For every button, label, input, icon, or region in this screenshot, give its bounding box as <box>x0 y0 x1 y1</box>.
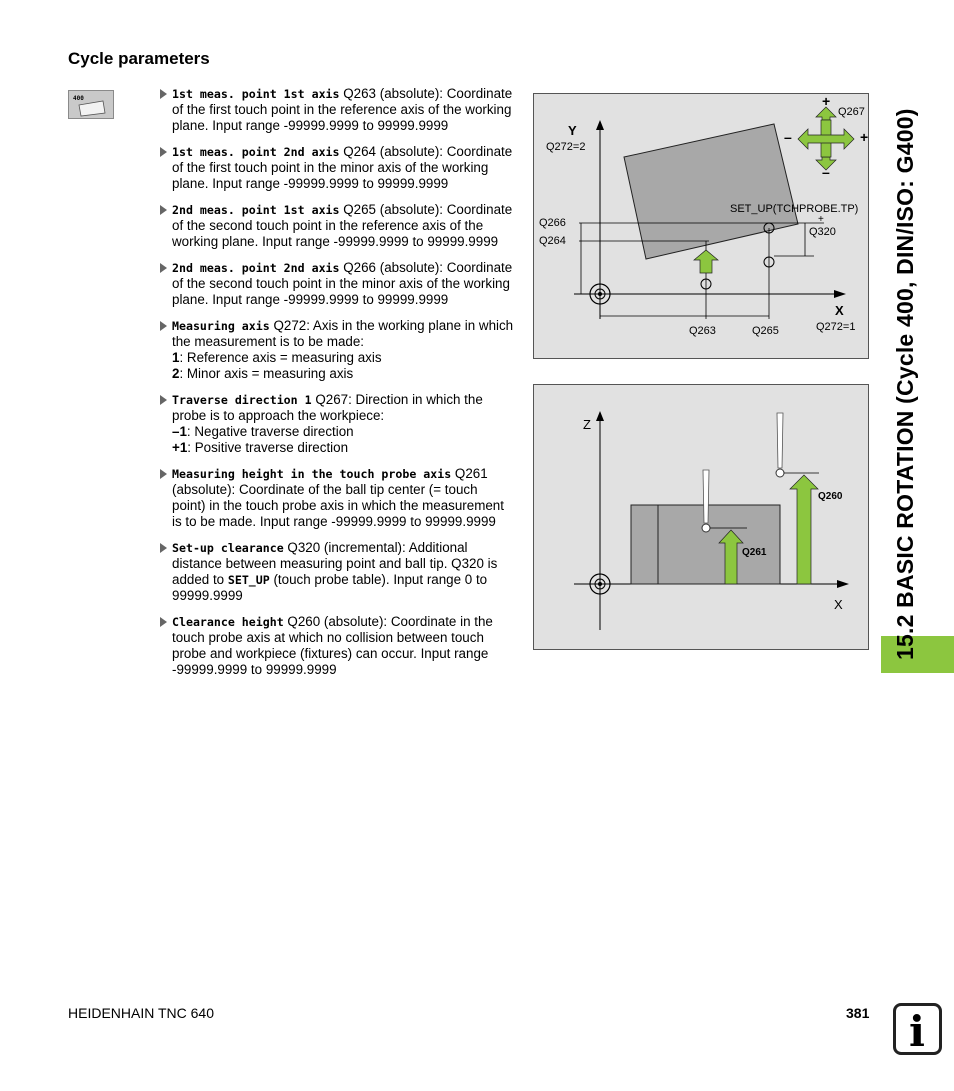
bullet-triangle-icon <box>160 89 167 99</box>
tilted-workpiece <box>624 124 798 259</box>
info-icon <box>893 1003 942 1055</box>
option-text: : Reference axis = measuring axis <box>179 350 382 365</box>
chapter-title: 15.2 BASIC ROTATION (Cycle 400, DIN/ISO: G400) <box>892 108 918 660</box>
bullet-triangle-icon <box>160 205 167 215</box>
probe-axis-figure <box>533 384 869 650</box>
svg-text:Q272=1: Q272=1 <box>816 321 856 333</box>
svg-text:Y: Y <box>568 123 577 138</box>
param-name: 1st meas. point 2nd axis <box>172 145 340 159</box>
param-item <box>158 318 514 382</box>
bullet-triangle-icon <box>160 263 167 273</box>
param-description: Q261 (absolute): Coordinate of the ball tip center (= touch point) in the touch probe axis in which the measurement is to be made. Input range -99999.9999 to 99999.9999 <box>172 466 504 529</box>
param-name: 2nd meas. point 2nd axis <box>172 261 340 275</box>
section-title: Cycle parameters <box>68 49 210 68</box>
param-inline-code: SET_UP <box>227 573 270 587</box>
param-name: Traverse direction 1 <box>172 393 312 407</box>
bullet-triangle-icon <box>160 543 167 553</box>
q260-arrow <box>790 475 818 584</box>
option-key: –1 <box>172 424 187 439</box>
svg-text:+: + <box>860 129 868 145</box>
page-number: 381 <box>846 1005 870 1021</box>
param-item <box>158 86 514 134</box>
cycle-400-softkey-icon <box>68 90 114 119</box>
parameter-list <box>158 86 514 688</box>
param-option <box>172 424 514 440</box>
param-item <box>158 614 514 678</box>
softkey-label: 400 <box>73 95 84 102</box>
x-axis-arrow <box>834 290 846 298</box>
param-item <box>158 144 514 192</box>
param-name: Set-up clearance <box>172 541 284 555</box>
svg-text:Q264: Q264 <box>539 235 566 247</box>
svg-text:SET_UP(TCHPROBE.TP): SET_UP(TCHPROBE.TP) <box>730 203 859 215</box>
param-option <box>172 440 514 456</box>
param-name: Measuring axis <box>172 319 270 333</box>
option-key: 1 <box>172 350 180 365</box>
svg-text:Q260: Q260 <box>818 491 843 502</box>
param-name: 2nd meas. point 1st axis <box>172 203 340 217</box>
param-description: Q264 (absolute): Coordinate of the first touch point in the minor axis of the working plane. Input range -99999.9999 to 99999.9999 <box>172 144 513 191</box>
svg-text:Q263: Q263 <box>689 325 716 337</box>
svg-text:+: + <box>818 214 824 225</box>
bullet-triangle-icon <box>160 617 167 627</box>
param-name: 1st meas. point 1st axis <box>172 87 340 101</box>
param-name: Measuring height in the touch probe axis <box>172 467 452 481</box>
svg-text:Q261: Q261 <box>742 547 767 558</box>
option-key: +1 <box>172 440 188 455</box>
svg-text:X: X <box>834 597 843 612</box>
probe-arrow <box>694 250 718 273</box>
param-option <box>172 350 514 366</box>
svg-text:Q272=2: Q272=2 <box>546 141 586 153</box>
param-option <box>172 366 514 382</box>
svg-text:Q267: Q267 <box>838 106 865 118</box>
param-description: Q260 (absolute): Coordinate in the touch probe axis at which no collision between touch probe and workpiece (fixtures) can occur. Input range -99999.9999 to 99999.9999 <box>172 614 493 677</box>
bullet-triangle-icon <box>160 321 167 331</box>
param-description: Q320 (incremental): Additional distance between measuring point and ball tip. Q320 is added to <box>172 540 498 587</box>
svg-text:Q265: Q265 <box>752 325 779 337</box>
svg-text:–: – <box>822 164 830 180</box>
probe-stylus-1 <box>703 470 709 523</box>
bullet-triangle-icon <box>160 469 167 479</box>
param-description-cont: (touch probe table). Input range 0 to 99999.9999 <box>172 572 488 603</box>
y-axis-arrow <box>596 120 604 130</box>
svg-text:Q266: Q266 <box>539 217 566 229</box>
param-description: Q272: Axis in the working plane in which the measurement is to be made: <box>172 318 514 349</box>
option-text: : Positive traverse direction <box>187 440 349 455</box>
option-key: 2 <box>172 366 180 381</box>
svg-text:+: + <box>822 94 831 109</box>
probe-stylus-2 <box>777 413 783 468</box>
param-name: Clearance height <box>172 615 284 629</box>
param-item <box>158 392 514 456</box>
param-description: Q263 (absolute): Coordinate of the first touch point in the reference axis of the working plane. Input range -99999.9999 to 99999.9999 <box>172 86 513 133</box>
param-item <box>158 540 514 604</box>
option-text: : Minor axis = measuring axis <box>179 366 354 381</box>
bullet-triangle-icon <box>160 147 167 157</box>
svg-text:Q320: Q320 <box>809 226 836 238</box>
footer-product: HEIDENHAIN TNC 640 <box>68 1005 215 1021</box>
param-description: Q265 (absolute): Coordinate of the second touch point in the reference axis of the working plane. Input range -99999.9999 to 99999.9999 <box>172 202 513 249</box>
svg-text:Z: Z <box>583 417 591 432</box>
param-item <box>158 202 514 250</box>
param-item <box>158 466 514 530</box>
param-item <box>158 260 514 308</box>
option-text: : Negative traverse direction <box>186 424 354 439</box>
working-plane-figure <box>533 93 869 359</box>
svg-text:–: – <box>784 129 792 145</box>
svg-text:X: X <box>835 303 844 318</box>
bullet-triangle-icon <box>160 395 167 405</box>
param-description: Q267: Direction in which the probe is to approach the workpiece: <box>172 392 483 423</box>
param-description: Q266 (absolute): Coordinate of the second touch point in the minor axis of the working plane. Input range -99999.9999 to 99999.9999 <box>172 260 513 307</box>
svg-text:i: i <box>909 1007 925 1052</box>
